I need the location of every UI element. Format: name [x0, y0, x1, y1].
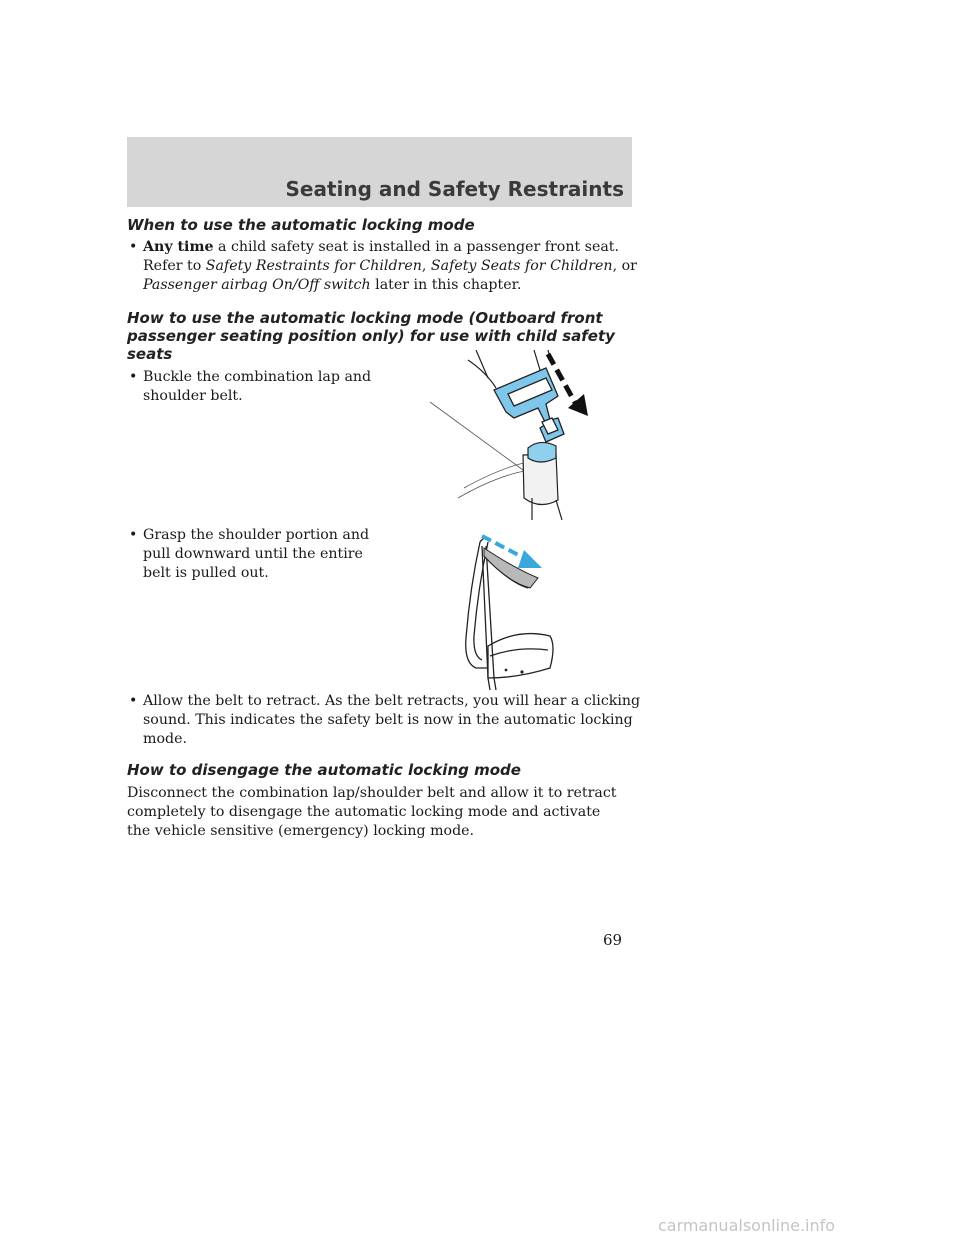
step-2-text: Grasp the shoulder portion and pull downward until the entire belt is pulled out.: [143, 527, 370, 581]
bullet-dot: •: [129, 239, 138, 255]
page-number: 69: [603, 931, 623, 949]
step-3-text: Allow the belt to retract. As the belt retracts, you will hear a clicking sound. This indicates the safety belt is now in the automatic locking mode.: [143, 693, 641, 747]
disengage-heading: How to disengage the automatic locking mode: [127, 761, 521, 779]
when-bullet: [127, 238, 647, 295]
watermark: carmanualsonline.info: [658, 1216, 836, 1235]
step-3: [127, 692, 643, 749]
when-heading: When to use the automatic locking mode: [127, 216, 475, 234]
how-heading: How to use the automatic locking mode (Outboard front passenger seating position only) for use with child safety seats: [127, 309, 615, 363]
when-lead: Any time: [143, 239, 214, 255]
disengage-text: Disconnect the combination lap/shoulder belt and allow it to retract completely to disengage the automatic locking mode and activate the vehicle sensitive (emergency) locking mode.: [127, 785, 617, 839]
ref-safety-seats-children: Safety Seats for Children: [430, 258, 613, 274]
bullet-dot: •: [129, 369, 138, 385]
bullet-dot: •: [129, 527, 138, 543]
ref-safety-restraints-children: Safety Restraints for Children: [205, 258, 422, 274]
buckle-illustration: [428, 350, 598, 520]
step-2: [127, 526, 373, 583]
bullet-dot: •: [129, 693, 138, 709]
header-band: [127, 137, 632, 207]
seat-belt-pull-illustration: [458, 528, 568, 696]
ref-passenger-airbag-switch: Passenger airbag On/Off switch: [143, 277, 371, 293]
when-text2: later in this chapter.: [370, 277, 522, 293]
step-1-text: Buckle the combination lap and shoulder belt.: [143, 369, 372, 404]
step-1: [127, 368, 373, 406]
ref-sep-2: , or: [612, 258, 637, 274]
ref-sep-1: ,: [421, 258, 431, 274]
page-header-title: Seating and Safety Restraints: [285, 177, 624, 201]
content: [127, 216, 647, 841]
when-text1: a child safety seat is installed in a passenger front seat. Refer to: [143, 239, 620, 274]
